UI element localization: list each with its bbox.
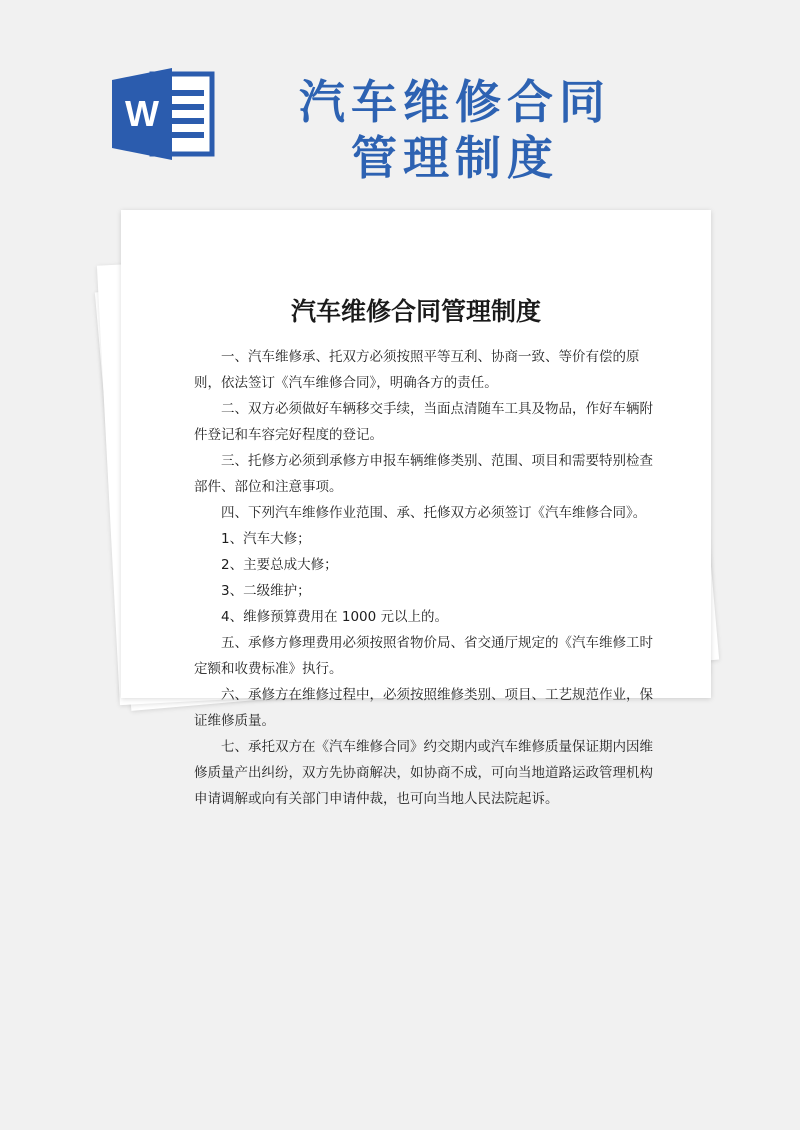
paragraph: 二、双方必须做好车辆移交手续，当面点清随车工具及物品，作好车辆附件登记和车容完好程度的登记。 [194, 401, 653, 443]
paragraph: 五、承修方修理费用必须按照省物价局、省交通厅规定的《汽车维修工时定额和收费标准》执行。 [194, 635, 653, 677]
header-title [290, 74, 620, 186]
list-item: 4、维修预算费用在 1000 元以上的。 [221, 609, 449, 625]
list-item: 3、二级维护； [221, 583, 311, 599]
document-body [194, 344, 654, 812]
list-item: 2、主要总成大修； [221, 557, 338, 573]
paragraph: 一、汽车维修承、托双方必须按照平等互利、协商一致、等价有偿的原则，依法签订《汽车维修合同》，明确各方的责任。 [194, 349, 640, 391]
header-title-line-1: 汽车维修合同 [299, 75, 611, 129]
header-title-line-2: 管理制度 [351, 131, 559, 185]
list-item: 1、汽车大修； [221, 531, 311, 547]
paragraph: 三、托修方必须到承修方申报车辆维修类别、范围、项目和需要特别检查部件、部位和注意事项。 [194, 453, 653, 495]
word-document-icon [112, 68, 216, 160]
paragraph: 六、承修方在维修过程中，必须按照维修类别、项目、工艺规范作业，保证维修质量。 [194, 687, 653, 729]
header [0, 0, 800, 200]
svg-text:W: W [125, 93, 159, 134]
paragraph: 七、承托双方在《汽车维修合同》约交期内或汽车维修质量保证期内因维修质量产出纠纷，双方先协商解决，如协商不成，可向当地道路运政管理机构申请调解或向有关部门申请仲裁，也可向当地人民法院起诉。 [194, 739, 653, 807]
paragraph: 四、下列汽车维修作业范围、承、托修双方必须签订《汽车维修合同》。 [221, 505, 647, 521]
document-title: 汽车维修合同管理制度 [290, 297, 541, 326]
document-content [121, 210, 711, 807]
